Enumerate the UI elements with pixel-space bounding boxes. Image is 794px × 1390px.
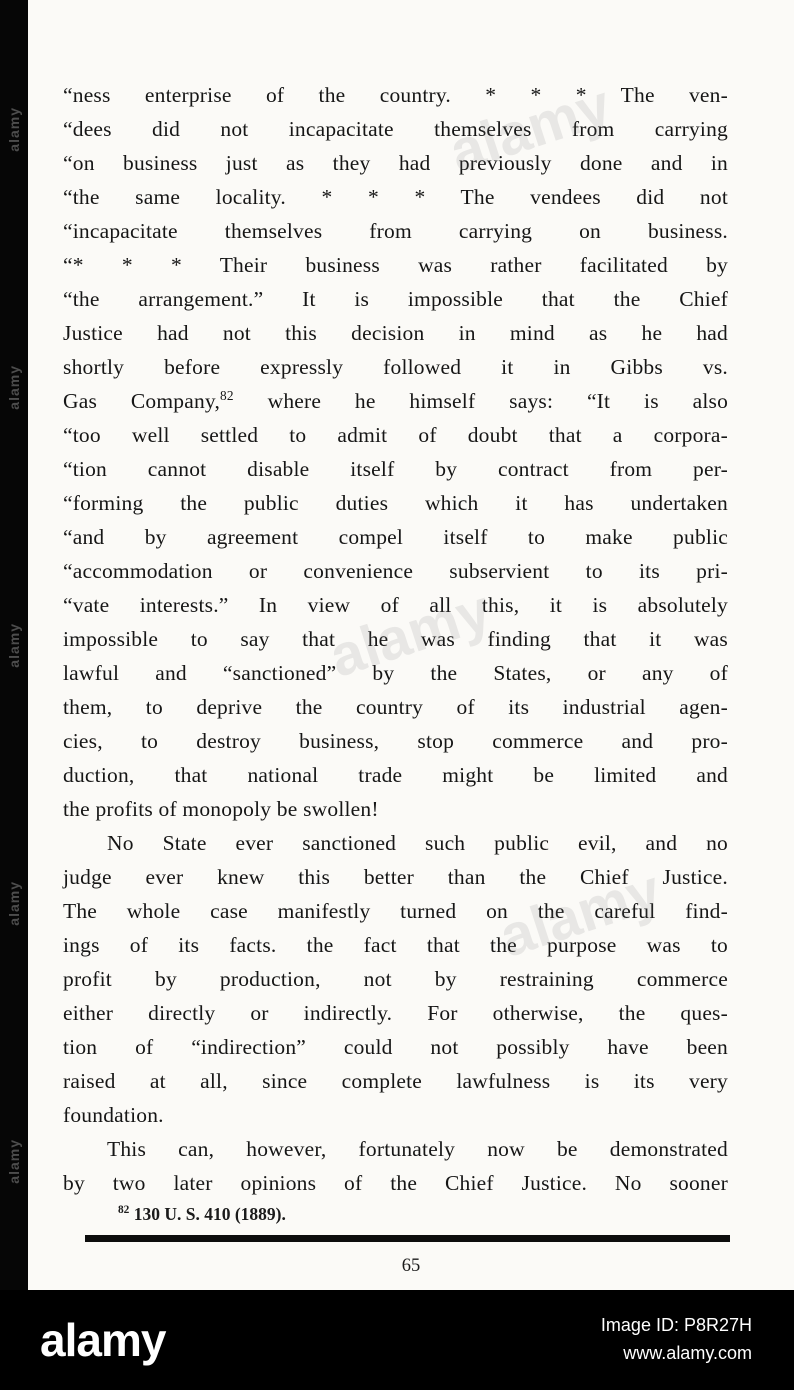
footnote-text: 130 U. S. 410 (1889).: [133, 1204, 286, 1224]
text-line: the profits of monopoly be swollen!: [63, 797, 379, 821]
text-line: either directly or indirectly. For otherwise, the ques-: [63, 1001, 728, 1025]
text-line: Gas Company,$^{82}$ where he himself says: “It is also: [63, 387, 729, 413]
text-line: raised at all, since complete lawfulness is its very: [63, 1069, 728, 1093]
footnote-marker: 82: [118, 1204, 130, 1217]
alamy-bottom-bar: [0, 1290, 794, 1390]
footnote-reference: 82: [220, 387, 234, 403]
alamy-strip-watermark: alamy: [6, 622, 22, 668]
text-line: by two later opinions of the Chief Justice. No sooner: [63, 1171, 728, 1195]
text-line: duction, that national trade might be limited and: [63, 763, 728, 787]
ghost-watermark: alamy: [491, 857, 669, 970]
alamy-logo: alamy: [40, 1314, 166, 1366]
bottom-rule: [85, 1235, 730, 1242]
text-line: lawful and “sanctioned” by the States, or any of: [63, 661, 728, 685]
text-line: “the same locality. * * * The vendees did not: [63, 185, 728, 209]
text-line: profit by production, not by restraining commerce: [63, 967, 728, 991]
text-line: ings of its facts. the fact that the purpose was to: [63, 933, 728, 957]
alamy-strip-watermark: alamy: [6, 880, 22, 926]
text-line: tion of “indirection” could not possibly have been: [63, 1035, 728, 1059]
text-line: “on business just as they had previously done and in: [63, 151, 728, 175]
text-line: This can, however, fortunately now be demonstrated: [107, 1137, 728, 1161]
text-line: foundation.: [63, 1103, 164, 1127]
alamy-url: www.alamy.com: [623, 1343, 752, 1363]
alamy-strip-watermark: alamy: [6, 106, 22, 152]
text-line: “the arrangement.” It is impossible that the Chief: [63, 287, 728, 311]
text-line: “and by agreement compel itself to make public: [63, 525, 728, 549]
alamy-strip-watermark: alamy: [6, 1138, 22, 1184]
text-line: “forming the public duties which it has undertaken: [63, 491, 728, 515]
image-id: Image ID: P8R27H: [600, 1315, 752, 1336]
text-line: “vate interests.” In view of all this, it is absolutely: [63, 593, 728, 617]
text-line: shortly before expressly followed it in Gibbs vs.: [63, 355, 728, 379]
text-line: The whole case manifestly turned on the careful find-: [63, 899, 728, 923]
text-line: “accommodation or convenience subservient to its pri-: [63, 559, 728, 583]
page-number: 65: [401, 1256, 421, 1276]
text-line: Justice had not this decision in mind as he had: [63, 321, 728, 345]
image-meta: [601, 1312, 752, 1368]
text-line: No State ever sanctioned such public evil, and no: [107, 831, 728, 855]
footnote: [118, 1204, 728, 1225]
text-line: “* * * Their business was rather facilitated by: [63, 253, 728, 277]
text-line: “incapacitate themselves from carrying on business.: [63, 219, 728, 243]
text-line: impossible to say that he was finding that it was: [63, 627, 728, 651]
text-line: judge ever knew this better than the Chief Justice.: [63, 865, 728, 889]
ghost-watermark: alamy: [321, 577, 499, 690]
scanned-page: [28, 0, 794, 1290]
text-line: “ness enterprise of the country. * * * The ven-: [63, 83, 728, 107]
body-text: [28, 0, 794, 1200]
text-line: “too well settled to admit of doubt that a corpora-: [63, 423, 728, 447]
ghost-watermark: alamy: [441, 72, 619, 185]
text-line: “tion cannot disable itself by contract from per-: [63, 457, 728, 481]
text-line: them, to deprive the country of its industrial agen-: [63, 695, 728, 719]
alamy-strip-watermark: alamy: [6, 364, 22, 410]
alamy-left-watermark-strip: [0, 0, 28, 1290]
text-line: “dees did not incapacitate themselves from carrying: [63, 117, 728, 141]
text-line: cies, to destroy business, stop commerce and pro-: [63, 729, 728, 753]
